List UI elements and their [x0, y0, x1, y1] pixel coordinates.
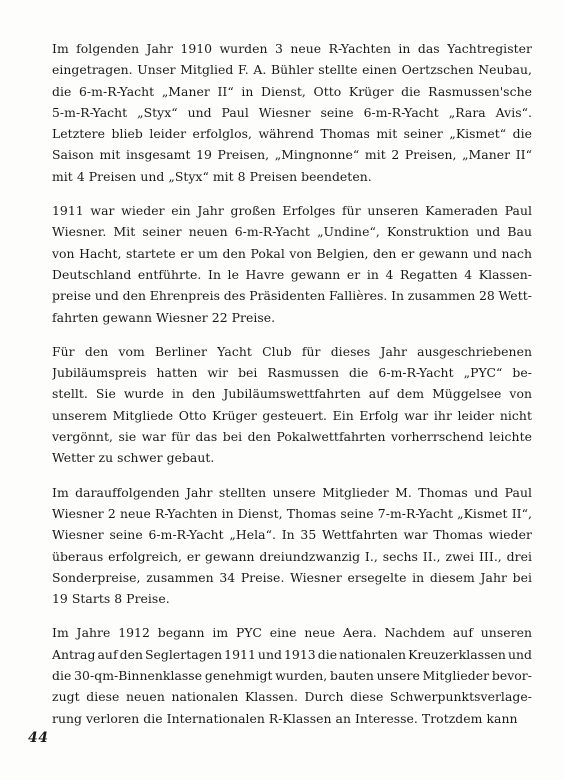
- text-line: überaus erfolgreich, er gewann dreiundzwanzig I., sechs II., zwei III., drei: [52, 548, 532, 564]
- text-line: von Hacht, startete er um den Pokal von Belgien, den er gewann und nach: [52, 245, 532, 261]
- text-line: Im Jahre 1912 begann im PYC eine neue Aera. Nachdem auf unseren: [52, 625, 532, 641]
- text-line: die 30-qm-Binnenklasse genehmigt wurden, bauten unsere Mitglieder bevor-: [52, 668, 532, 684]
- text-line: vergönnt, sie war für das bei den Pokalwettfahrten vorherrschend leichte: [52, 429, 532, 445]
- text-line: Wiesner. Mit seiner neuen 6-m-R-Yacht „Undine“, Konstruktion und Bau: [52, 224, 532, 240]
- text-line: fahrten gewann Wiesner 22 Preise.: [52, 309, 276, 325]
- text-line: stellt. Sie wurde in den Jubiläumswettfahrten auf dem Müggelsee von: [52, 386, 532, 402]
- text-line: 19 Starts 8 Preise.: [52, 591, 170, 607]
- paragraph-following-year: [52, 482, 532, 610]
- text-line: Wiesner seine 6-m-R-Yacht „Hela“. In 35 Wettfahrten war Thomas wieder: [52, 527, 532, 543]
- text-line: Jubiläumspreis hatten wir bei Rasmussen die 6-m-R-Yacht „PYC“ be-: [52, 365, 532, 381]
- paragraph-1911-wiesner: [52, 200, 532, 328]
- paragraph-1912-new-era: [52, 622, 532, 728]
- page-number: 44: [28, 730, 49, 746]
- text-line: Saison mit insgesamt 19 Preisen, „Mingnonne“ mit 2 Preisen, „Maner II“: [52, 147, 532, 163]
- text-line: 1911 war wieder ein Jahr großen Erfolges für unseren Kameraden Paul: [52, 203, 532, 219]
- text-line: Im folgenden Jahr 1910 wurden 3 neue R-Yachten in das Yachtregister: [52, 41, 532, 56]
- text-line: 5-m-R-Yacht „Styx“ und Paul Wiesner seine 6-m-R-Yacht „Rara Avis“.: [52, 104, 532, 120]
- text-line: zugt diese neuen nationalen Klassen. Durch diese Schwerpunktsverlage-: [52, 689, 532, 705]
- body-text: [52, 38, 532, 742]
- paragraph-1910-new-yachts: [52, 38, 532, 187]
- text-line: preise und den Ehrenpreis des Präsidenten Fallières. In zusammen 28 Wett-: [52, 288, 532, 304]
- text-line: die 6-m-R-Yacht „Maner II“ in Dienst, Otto Krüger die Rasmussen'sche: [52, 83, 532, 99]
- text-line: mit 4 Preisen und „Styx“ mit 8 Preisen beendeten.: [52, 168, 372, 184]
- text-line: Letztere blieb leider erfolglos, während Thomas mit seiner „Kismet“ die: [52, 126, 532, 142]
- text-line: Sonderpreise, zusammen 34 Preise. Wiesner ersegelte in diesem Jahr bei: [52, 569, 532, 585]
- text-line: Antrag auf den Seglertagen 1911 und 1913 die nationalen Kreuzerklassen und: [52, 646, 532, 662]
- text-line: Wetter zu schwer gebaut.: [52, 450, 215, 466]
- text-line: Wiesner 2 neue R-Yachten in Dienst, Thomas seine 7-m-R-Yacht „Kismet II“,: [52, 505, 532, 521]
- text-line: rung verloren die Internationalen R-Klassen an Interesse. Trotzdem kann: [52, 710, 518, 726]
- text-line: Für den vom Berliner Yacht Club für dieses Jahr ausgeschriebenen: [52, 343, 532, 359]
- text-line: Im darauffolgenden Jahr stellten unsere Mitglieder M. Thomas und Paul: [52, 484, 532, 500]
- text-line: Deutschland entführte. In le Havre gewann er in 4 Regatten 4 Klassen-: [52, 266, 532, 282]
- text-line: unserem Mitgliede Otto Krüger gesteuert. Ein Erfolg war ihr leider nicht: [52, 407, 532, 423]
- text-line: eingetragen. Unser Mitglied F. A. Bühler stellte einen Oertzschen Neubau,: [52, 62, 532, 78]
- paragraph-jubilaeumspreis: [52, 341, 532, 469]
